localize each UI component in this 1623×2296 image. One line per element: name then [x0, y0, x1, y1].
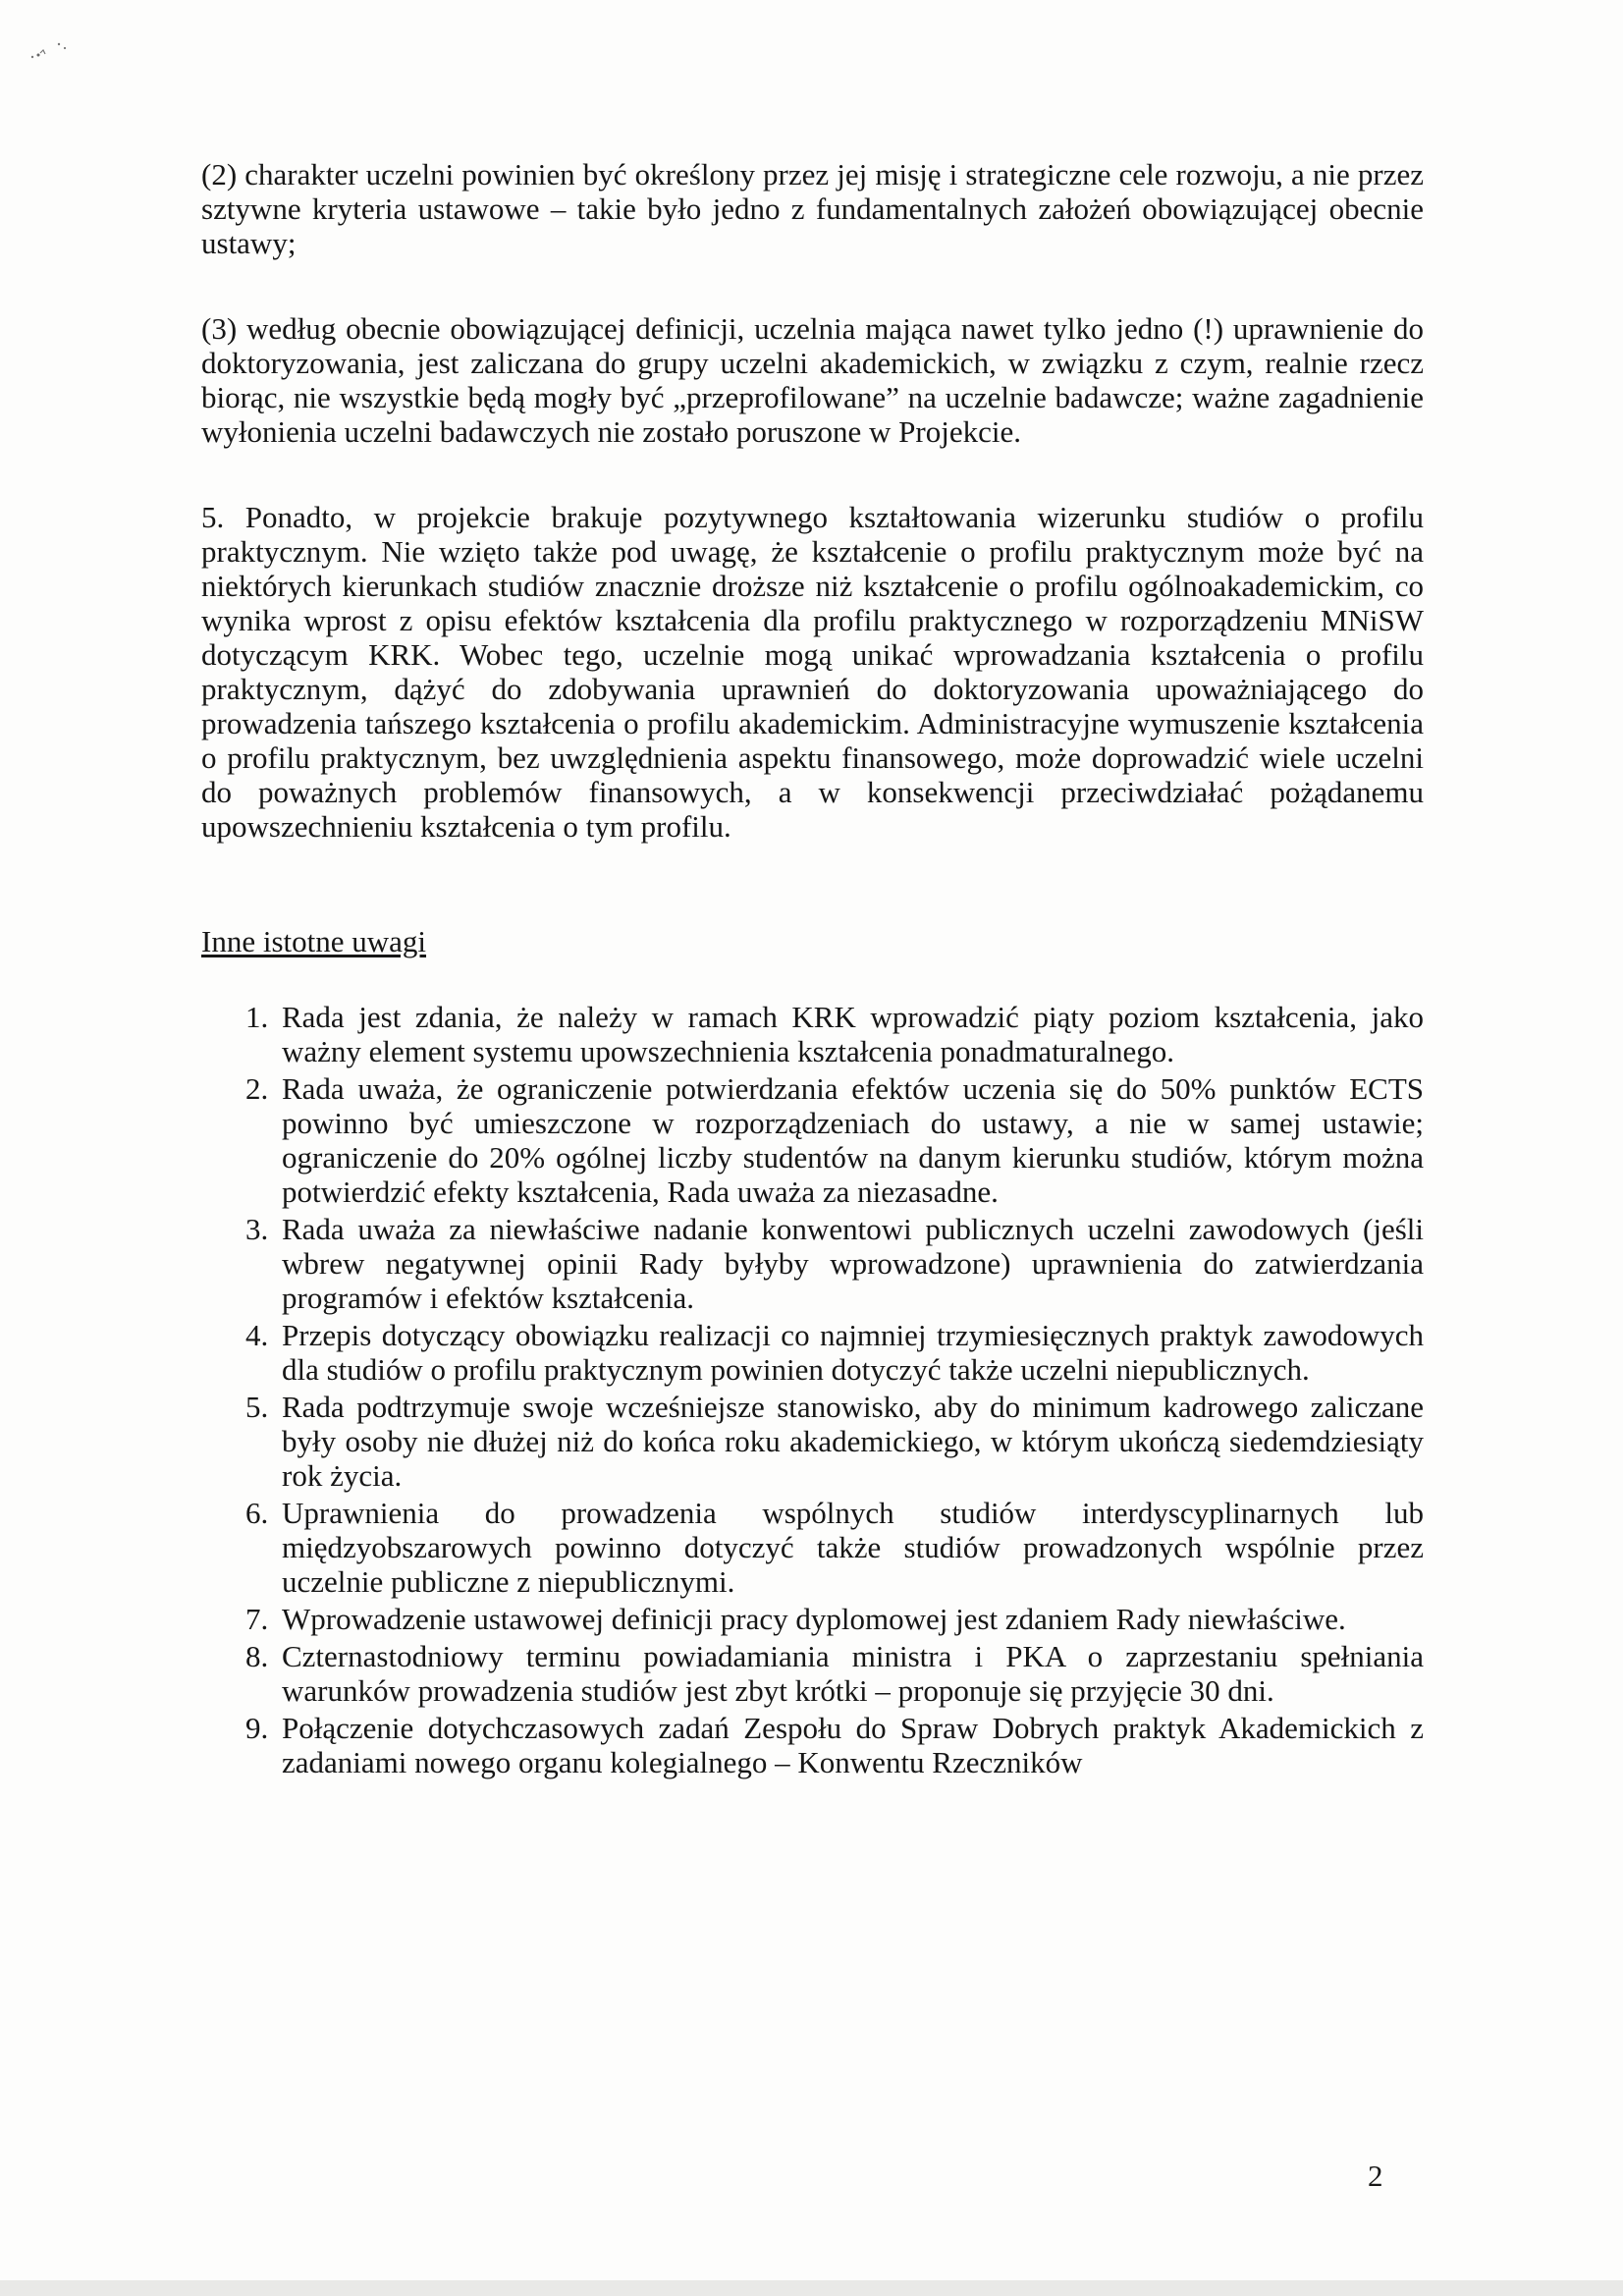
remark-number: 8.	[245, 1639, 269, 1673]
remarks-list	[201, 1000, 1424, 1779]
document-body	[201, 157, 1424, 1782]
remark-number: 7.	[245, 1602, 269, 1636]
remark-number: 3.	[245, 1212, 269, 1246]
remark-text: Przepis dotyczący obowiązku realizacji co najmniej trzymiesięcznych praktyk zawodowych dla studiów o profilu praktycznym powinien dotyczyć także uczelni niepublicznych.	[282, 1318, 1424, 1387]
remark-item-2	[201, 1071, 1424, 1209]
paragraph-section-5: 5. Ponadto, w projekcie brakuje pozytywnego kształtowania wizerunku studiów o profilu praktycznym. Nie wzięto także pod uwagę, że kształcenie o profilu praktycznym może być na niektórych kierunkach studiów znacznie droższe niż kształcenie o profilu ogólnoakademickim, co wynika wprost z opisu efektów kształcenia dla profilu praktycznego w rozporządzeniu MNiSW dotyczącym KRK. Wobec tego, uczelnie mogą unikać wprowadzania kształcenia o profilu praktycznym, dążyć do zdobywania uprawnień do doktoryzowania upoważniającego do prowadzenia tańszego kształcenia o profilu akademickim. Administracyjne wymuszenie kształcenia o profilu praktycznym, bez uwzględnienia aspektu finansowego, może doprowadzić wiele uczelni do poważnych problemów finansowych, a w konsekwencji przeciwdziałać pożądanemu upowszechnieniu kształcenia o tym profilu.	[201, 500, 1424, 844]
remark-item-9	[201, 1711, 1424, 1779]
remark-text: Uprawnienia do prowadzenia wspólnych studiów interdyscyplinarnych lub międzyobszarowych powinno dotyczyć także studiów prowadzonych wspólnie przez uczelnie publiczne z niepublicznymi.	[282, 1496, 1424, 1599]
remark-number: 9.	[245, 1711, 269, 1745]
remark-text: Połączenie dotychczasowych zadań Zespołu do Spraw Dobrych praktyk Akademickich z zadaniami nowego organu kolegialnego – Konwentu Rzeczników	[282, 1711, 1424, 1779]
remark-number: 4.	[245, 1318, 269, 1352]
scan-bottom-edge	[0, 2280, 1623, 2296]
remark-number: 1.	[245, 1000, 269, 1034]
remark-number: 5.	[245, 1390, 269, 1424]
remark-text: Rada podtrzymuje swoje wcześniejsze stanowisko, aby do minimum kadrowego zaliczane były osoby nie dłużej niż do końca roku akademickiego, w którym ukończą siedemdziesiąty rok życia.	[282, 1390, 1424, 1493]
section-heading-other-remarks: Inne istotne uwagi	[201, 924, 427, 958]
remark-text: Wprowadzenie ustawowej definicji pracy dyplomowej jest zdaniem Rady niewłaściwe.	[282, 1602, 1346, 1636]
remark-item-4	[201, 1318, 1424, 1387]
remark-item-8	[201, 1639, 1424, 1708]
remark-item-1	[201, 1000, 1424, 1068]
scan-speck-mark	[29, 41, 69, 61]
remark-number: 2.	[245, 1071, 269, 1106]
remark-item-3	[201, 1212, 1424, 1315]
paragraph-point-3: (3) według obecnie obowiązującej definicji, uczelnia mająca nawet tylko jedno (!) uprawnienie do doktoryzowania, jest zaliczana do grupy uczelni akademickich, w związku z czym, realnie rzecz biorąc, nie wszystkie będą mogły być „przeprofilowane” na uczelnie badawcze; ważne zagadnienie wyłonienia uczelni badawczych nie zostało poruszone w Projekcie.	[201, 311, 1424, 449]
remark-text: Rada jest zdania, że należy w ramach KRK wprowadzić piąty poziom kształcenia, jako ważny element systemu upowszechnienia kształcenia ponadmaturalnego.	[282, 1000, 1424, 1068]
paragraph-point-2: (2) charakter uczelni powinien być określony przez jej misję i strategiczne cele rozwoju, a nie przez sztywne kryteria ustawowe – takie było jedno z fundamentalnych założeń obowiązującej obecnie ustawy;	[201, 157, 1424, 260]
remark-number: 6.	[245, 1496, 269, 1530]
remark-item-5	[201, 1390, 1424, 1493]
page-number: 2	[1368, 2159, 1383, 2193]
remark-text: Czternastodniowy terminu powiadamiania ministra i PKA o zaprzestaniu spełniania warunków prowadzenia studiów jest zbyt krótki – proponuje się przyjęcie 30 dni.	[282, 1639, 1424, 1708]
remark-text: Rada uważa za niewłaściwe nadanie konwentowi publicznych uczelni zawodowych (jeśli wbrew negatywnej opinii Rady byłyby wprowadzone) uprawnienia do zatwierdzania programów i efektów kształcenia.	[282, 1212, 1424, 1315]
remark-item-7	[201, 1602, 1424, 1636]
remark-item-6	[201, 1496, 1424, 1599]
remark-text: Rada uważa, że ograniczenie potwierdzania efektów uczenia się do 50% punktów ECTS powinno być umieszczone w rozporządzeniach do ustawy, a nie w samej ustawie; ograniczenie do 20% ogólnej liczby studentów na danym kierunku studiów, którym można potwierdzić efekty kształcenia, Rada uważa za niezasadne.	[282, 1071, 1424, 1209]
